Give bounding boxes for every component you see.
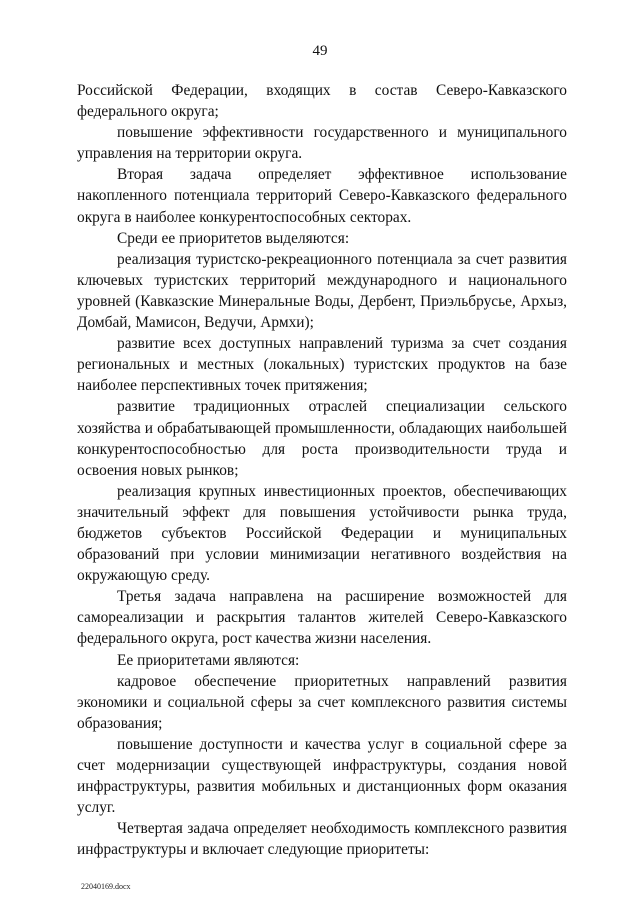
- paragraph: Ее приоритетами являются:: [117, 651, 300, 669]
- paragraph: кадровое обеспечение приоритетных направлений развития экономики и социальной сферы за счет комплексного развития системы образования;: [77, 672, 567, 732]
- document-body: [77, 80, 567, 860]
- paragraph: Четвертая задача определяет необходимость комплексного развития инфраструктуры и включает следующие приоритеты:: [77, 820, 567, 859]
- paragraph: повышение эффективности государственного и муниципального управления на территории округа.: [77, 124, 567, 163]
- paragraph: развитие всех доступных направлений туризма за счет создания региональных и местных (локальных) туристских продуктов на базе наиболее перспективных точек притяжения;: [77, 335, 567, 395]
- paragraph: реализация туристско-рекреационного потенциала за счет развития ключевых туристских территорий международного и национального уровней (Кавказские Минеральные Воды, Дербент, Приэльбрусье, Архыз, Домбай, Мамисон, Ведучи, Армхи);: [77, 250, 567, 332]
- paragraph: Третья задача направлена на расширение возможностей для самореализации и раскрытия талантов жителей Северо-Кавказского федерального округа, рост качества жизни населения.: [77, 588, 567, 648]
- paragraph-continuation: Российской Федерации, входящих в состав Северо-Кавказского федерального округа;: [77, 82, 567, 121]
- paragraph: развитие традиционных отраслей специализации сельского хозяйства и обрабатывающей промышленности, обладающих наибольшей конкурентоспособностью для роста производительности труда и освоения новых рынков;: [77, 398, 567, 479]
- footer-filename: 22040169.docx: [81, 882, 131, 891]
- page-number: 49: [312, 43, 328, 59]
- paragraph: реализация крупных инвестиционных проектов, обеспечивающих значительный эффект для повышения устойчивости рынка труда, бюджетов субъектов Российской Федерации и муниципальных образований при условии минимизации негативного воздействия на окружающую среду.: [77, 482, 567, 585]
- paragraph: Вторая задача определяет эффективное использование накопленного потенциала территорий Северо-Кавказского федерального округа в наиболее конкурентоспособных секторах.: [77, 166, 567, 226]
- paragraph: повышение доступности и качества услуг в социальной сфере за счет модернизации существующей инфраструктуры, создания новой инфраструктуры, развития мобильных и дистанционных форм оказания услуг.: [77, 735, 567, 817]
- paragraph: Среди ее приоритетов выделяются:: [117, 229, 350, 247]
